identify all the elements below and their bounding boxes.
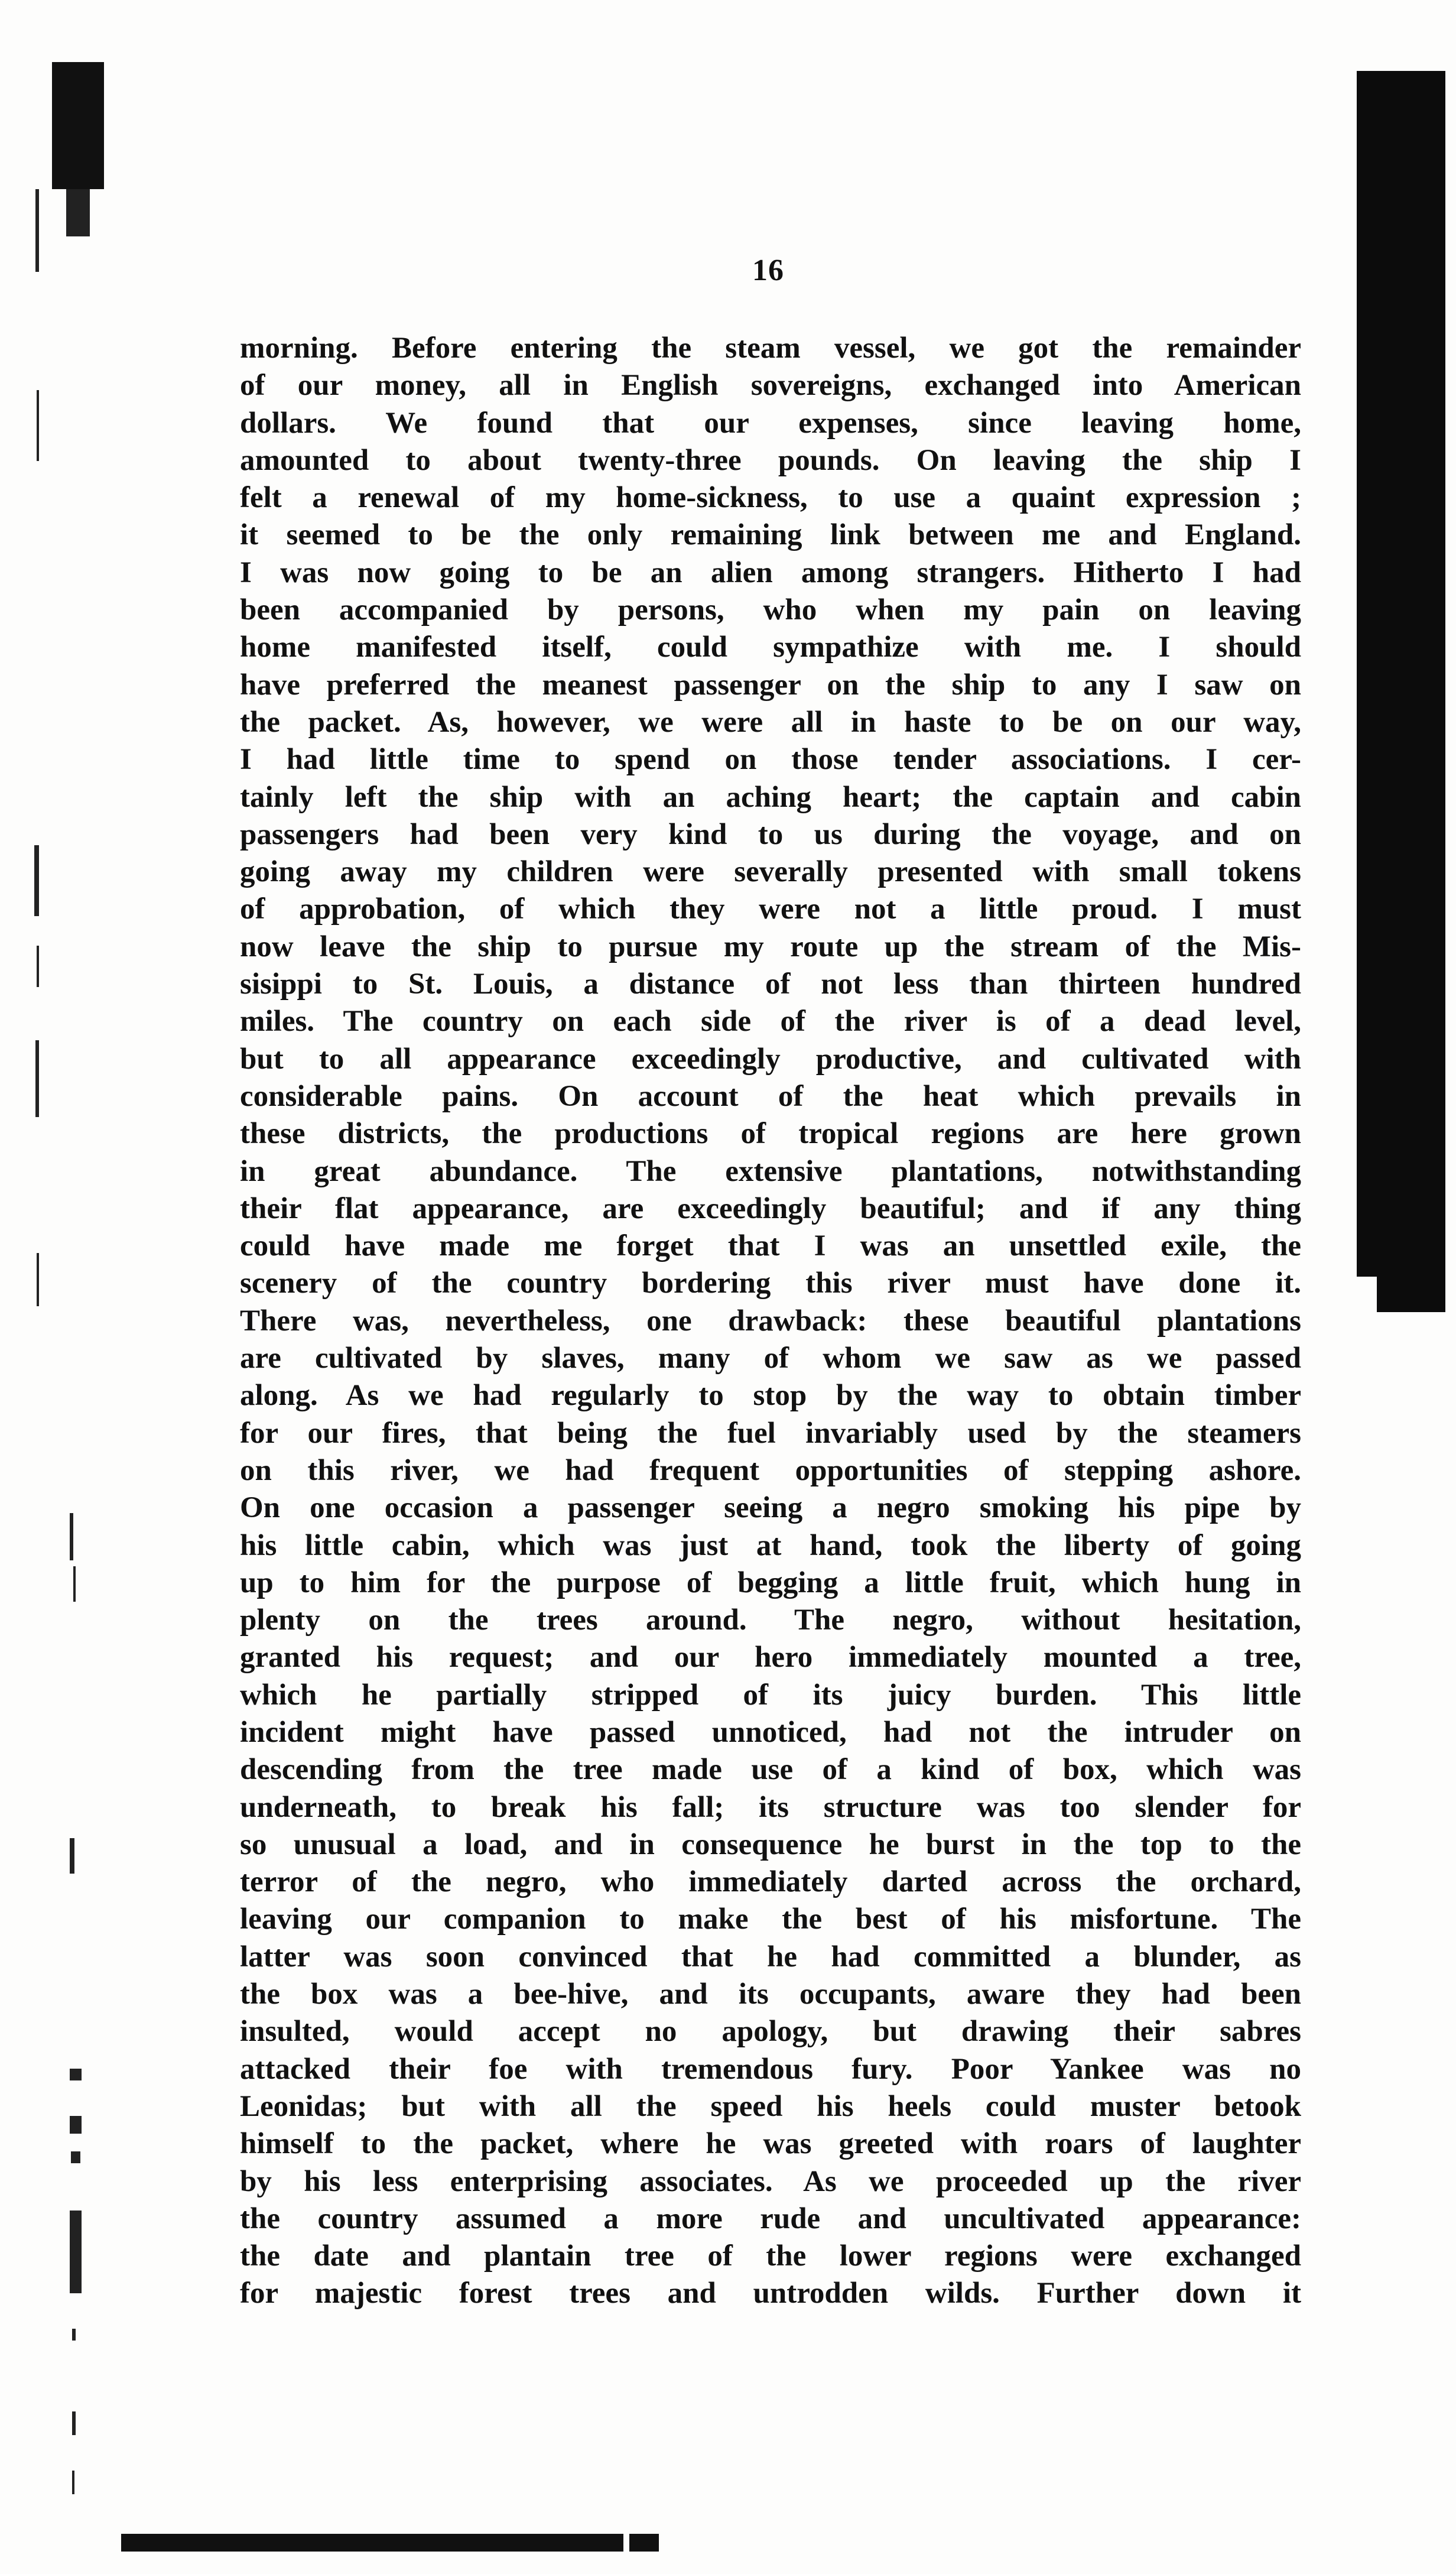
- text-line: descending from the tree made use of a kind of box, which was: [240, 1753, 1301, 1787]
- text-line: Leonidas; but with all the speed his heels could muster betook: [240, 2089, 1301, 2123]
- text-line: passengers had been very kind to us during the voyage, and on: [240, 817, 1301, 851]
- body-text: [240, 330, 1301, 2313]
- text-line: underneath, to break his fall; its structure was too slender for: [240, 1790, 1301, 1824]
- text-line: along. As we had regularly to stop by the way to obtain timber: [240, 1379, 1301, 1413]
- page-number: 16: [752, 254, 784, 287]
- text-line: I had little time to spend on those tender associations. I cer-: [240, 743, 1301, 777]
- text-line: leaving our companion to make the best of his misfortune. The: [240, 1903, 1301, 1936]
- text-line: terror of the negro, who immediately darted across the orchard,: [240, 1865, 1301, 1899]
- text-line: amounted to about twenty-three pounds. On leaving the ship I: [240, 443, 1301, 477]
- text-line: home manifested itself, could sympathize with me. I should: [240, 631, 1301, 664]
- text-line: have preferred the meanest passenger on the ship to any I saw on: [240, 668, 1301, 702]
- text-line: for majestic forest trees and untrodden wilds. Further down it: [240, 2277, 1301, 2310]
- text-line: plenty on the trees around. The negro, without hesitation,: [240, 1604, 1301, 1637]
- text-line: the packet. As, however, we were all in haste to be on our way,: [240, 705, 1301, 739]
- text-line: his little cabin, which was just at hand, took the liberty of going: [240, 1528, 1301, 1562]
- text-line: himself to the packet, where he was greeted with roars of laughter: [240, 2127, 1301, 2161]
- text-line: There was, nevertheless, one drawback: these beautiful plantations: [240, 1304, 1301, 1338]
- text-line: felt a renewal of my home-sickness, to use a quaint expression ;: [240, 481, 1301, 515]
- text-line: in great abundance. The extensive plantations, notwithstanding: [240, 1154, 1301, 1188]
- text-line: granted his request; and our hero immediately mounted a tree,: [240, 1641, 1301, 1674]
- text-line: considerable pains. On account of the heat which prevails in: [240, 1079, 1301, 1113]
- text-line: the country assumed a more rude and uncultivated appearance:: [240, 2202, 1301, 2235]
- text-line: been accompanied by persons, who when my pain on leaving: [240, 593, 1301, 627]
- text-line: scenery of the country bordering this river must have done it.: [240, 1267, 1301, 1300]
- scan-edge-right: [1357, 71, 1445, 1277]
- text-line: could have made me forget that I was an unsettled exile, the: [240, 1229, 1301, 1263]
- scan-edge-left: [52, 62, 104, 189]
- text-line: of our money, all in English sovereigns, exchanged into American: [240, 369, 1301, 403]
- scan-edge-bottom: [121, 2534, 623, 2552]
- text-line: On one occasion a passenger seeing a negro smoking his pipe by: [240, 1491, 1301, 1525]
- text-line: these districts, the productions of tropical regions are here grown: [240, 1117, 1301, 1151]
- text-line: on this river, we had frequent opportunities of stepping ashore.: [240, 1453, 1301, 1487]
- text-line: by his less enterprising associates. As we proceeded up the river: [240, 2164, 1301, 2198]
- text-line: which he partially stripped of its juicy burden. This little: [240, 1678, 1301, 1712]
- text-line: are cultivated by slaves, many of whom we saw as we passed: [240, 1342, 1301, 1375]
- text-line: incident might have passed unnoticed, had not the intruder on: [240, 1715, 1301, 1749]
- text-line: the date and plantain tree of the lower regions were exchanged: [240, 2239, 1301, 2273]
- text-line: dollars. We found that our expenses, since leaving home,: [240, 406, 1301, 440]
- text-line: latter was soon convinced that he had committed a blunder, as: [240, 1940, 1301, 1973]
- text-line: attacked their foe with tremendous fury. Poor Yankee was no: [240, 2052, 1301, 2086]
- text-line: the box was a bee-hive, and its occupants, aware they had been: [240, 1978, 1301, 2011]
- text-line: but to all appearance exceedingly productive, and cultivated with: [240, 1042, 1301, 1076]
- text-line: going away my children were severally presented with small tokens: [240, 855, 1301, 889]
- text-line: for our fires, that being the fuel invariably used by the steamers: [240, 1416, 1301, 1450]
- text-line: miles. The country on each side of the river is of a dead level,: [240, 1005, 1301, 1038]
- text-line: it seemed to be the only remaining link between me and England.: [240, 518, 1301, 552]
- scan-edge-right-step: [1377, 1277, 1445, 1312]
- text-line: their flat appearance, are exceedingly beautiful; and if any thing: [240, 1192, 1301, 1225]
- scan-edge-bottom-fragment: [629, 2534, 659, 2552]
- text-line: I was now going to be an alien among strangers. Hitherto I had: [240, 556, 1301, 589]
- text-line: tainly left the ship with an aching heart; the captain and cabin: [240, 780, 1301, 814]
- scan-margin-marks: [34, 177, 93, 2453]
- text-line: of approbation, of which they were not a little proud. I must: [240, 892, 1301, 926]
- text-line: morning. Before entering the steam vessel, we got the remainder: [240, 332, 1301, 365]
- text-line: up to him for the purpose of begging a little fruit, which hung in: [240, 1566, 1301, 1599]
- text-line: so unusual a load, and in consequence he burst in the top to the: [240, 1828, 1301, 1861]
- text-line: insulted, would accept no apology, but drawing their sabres: [240, 2015, 1301, 2049]
- text-line: now leave the ship to pursue my route up the stream of the Mis-: [240, 930, 1301, 963]
- text-line: sisippi to St. Louis, a distance of not less than thirteen hundred: [240, 968, 1301, 1001]
